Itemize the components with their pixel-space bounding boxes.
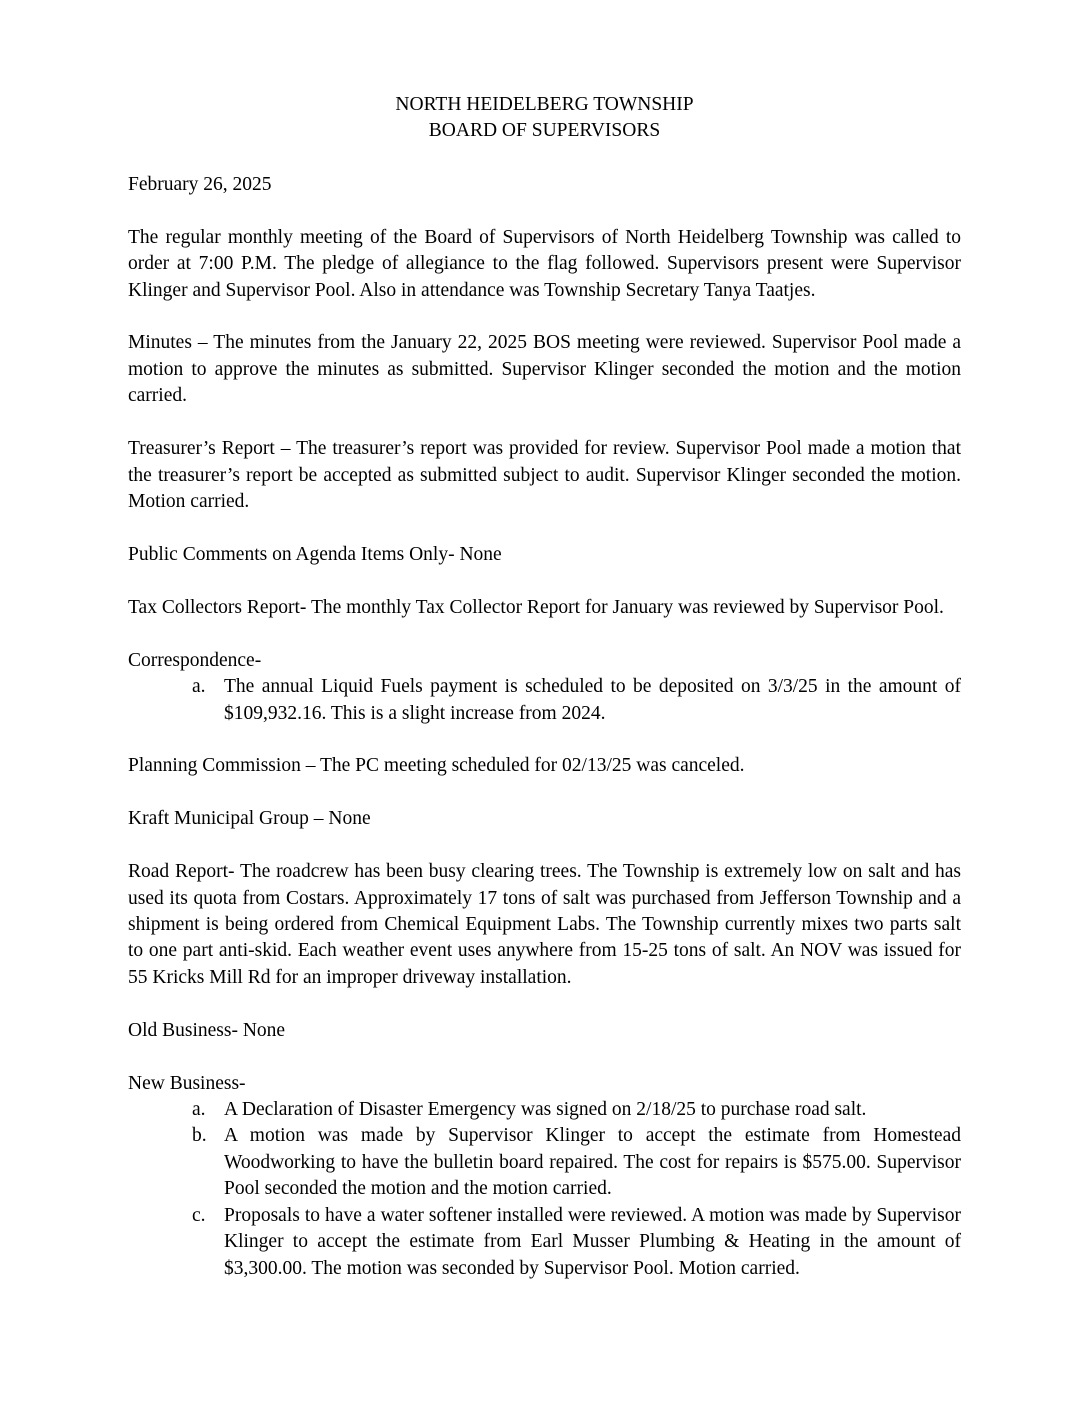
board-name: BOARD OF SUPERVISORS <box>428 120 661 142</box>
public-comments-section: Public Comments on Agenda Items Only- None <box>128 543 502 565</box>
minutes-document <box>128 92 961 1282</box>
meeting-date: February 26, 2025 <box>128 173 272 195</box>
list-item-text: A motion was made by Supervisor Klinger to accept the estimate from Homestead Woodworking to have the bulletin board repaired. The cost for repairs is $575.00. Supervisor Pool seconded the motion and the motion carried. <box>224 1125 961 1200</box>
list-item <box>128 1203 961 1282</box>
treasurer-report-section: Treasurer’s Report – The treasurer’s report was provided for review. Supervisor Pool made a motion that the treasurer’s report be accepted as submitted subject to audit. Supervisor Klinger seconded the motion. Motion carried. <box>128 438 961 512</box>
intro-paragraph: The regular monthly meeting of the Board of Supervisors of North Heidelberg Township was called to order at 7:00 P.M. The pledge of allegiance to the flag followed. Supervisors present were Supervisor Klinger and Supervisor Pool. Also in attendance was Township Secretary Tanya Taatjes. <box>128 226 961 301</box>
new-business-heading: New Business- <box>128 1072 246 1094</box>
correspondence-heading: Correspondence- <box>128 649 262 671</box>
correspondence-list <box>128 674 961 727</box>
list-marker: c. <box>192 1204 206 1226</box>
list-marker: b. <box>192 1125 207 1147</box>
planning-commission-section: Planning Commission – The PC meeting scheduled for 02/13/25 was canceled. <box>128 755 745 777</box>
new-business-list <box>128 1097 961 1282</box>
list-item <box>128 1123 961 1202</box>
tax-collector-section: Tax Collectors Report- The monthly Tax Collector Report for January was reviewed by Supervisor Pool. <box>128 596 944 618</box>
list-item <box>128 1097 961 1123</box>
list-marker: a. <box>192 1099 206 1121</box>
kraft-municipal-section: Kraft Municipal Group – None <box>128 808 371 830</box>
list-item-text: A Declaration of Disaster Emergency was signed on 2/18/25 to purchase road salt. <box>224 1099 867 1121</box>
list-marker: a. <box>192 676 206 698</box>
old-business-section: Old Business- None <box>128 1019 286 1041</box>
township-name: NORTH HEIDELBERG TOWNSHIP <box>395 94 694 115</box>
list-item-text: Proposals to have a water softener installed were reviewed. A motion was made by Supervisor Klinger to accept the estimate from Earl Musser Plumbing & Heating in the amount of $3,300.00. The motion was seconded by Supervisor Pool. Motion carried. <box>224 1204 961 1279</box>
document-header <box>128 92 961 145</box>
road-report-section: Road Report- The roadcrew has been busy clearing trees. The Township is extremely low on salt and has used its quota from Costars. Approximately 17 tons of salt was purchased from Jefferson Township and a shipment is being ordered from Chemical Equipment Labs. The Township currently mixes two parts salt to one part anti-skid. Each weather event uses anywhere from 15-25 tons of salt. An NOV was issued for 55 Kricks Mill Rd for an improper driveway installation. <box>128 861 961 988</box>
list-item-text: The annual Liquid Fuels payment is scheduled to be deposited on 3/3/25 in the amount of $109,932.16. This is a slight increase from 2024. <box>224 676 961 724</box>
list-item <box>128 674 961 727</box>
minutes-section: Minutes – The minutes from the January 22, 2025 BOS meeting were reviewed. Supervisor Pool made a motion to approve the minutes as submitted. Supervisor Klinger seconded the motion and the motion carried. <box>128 332 961 407</box>
